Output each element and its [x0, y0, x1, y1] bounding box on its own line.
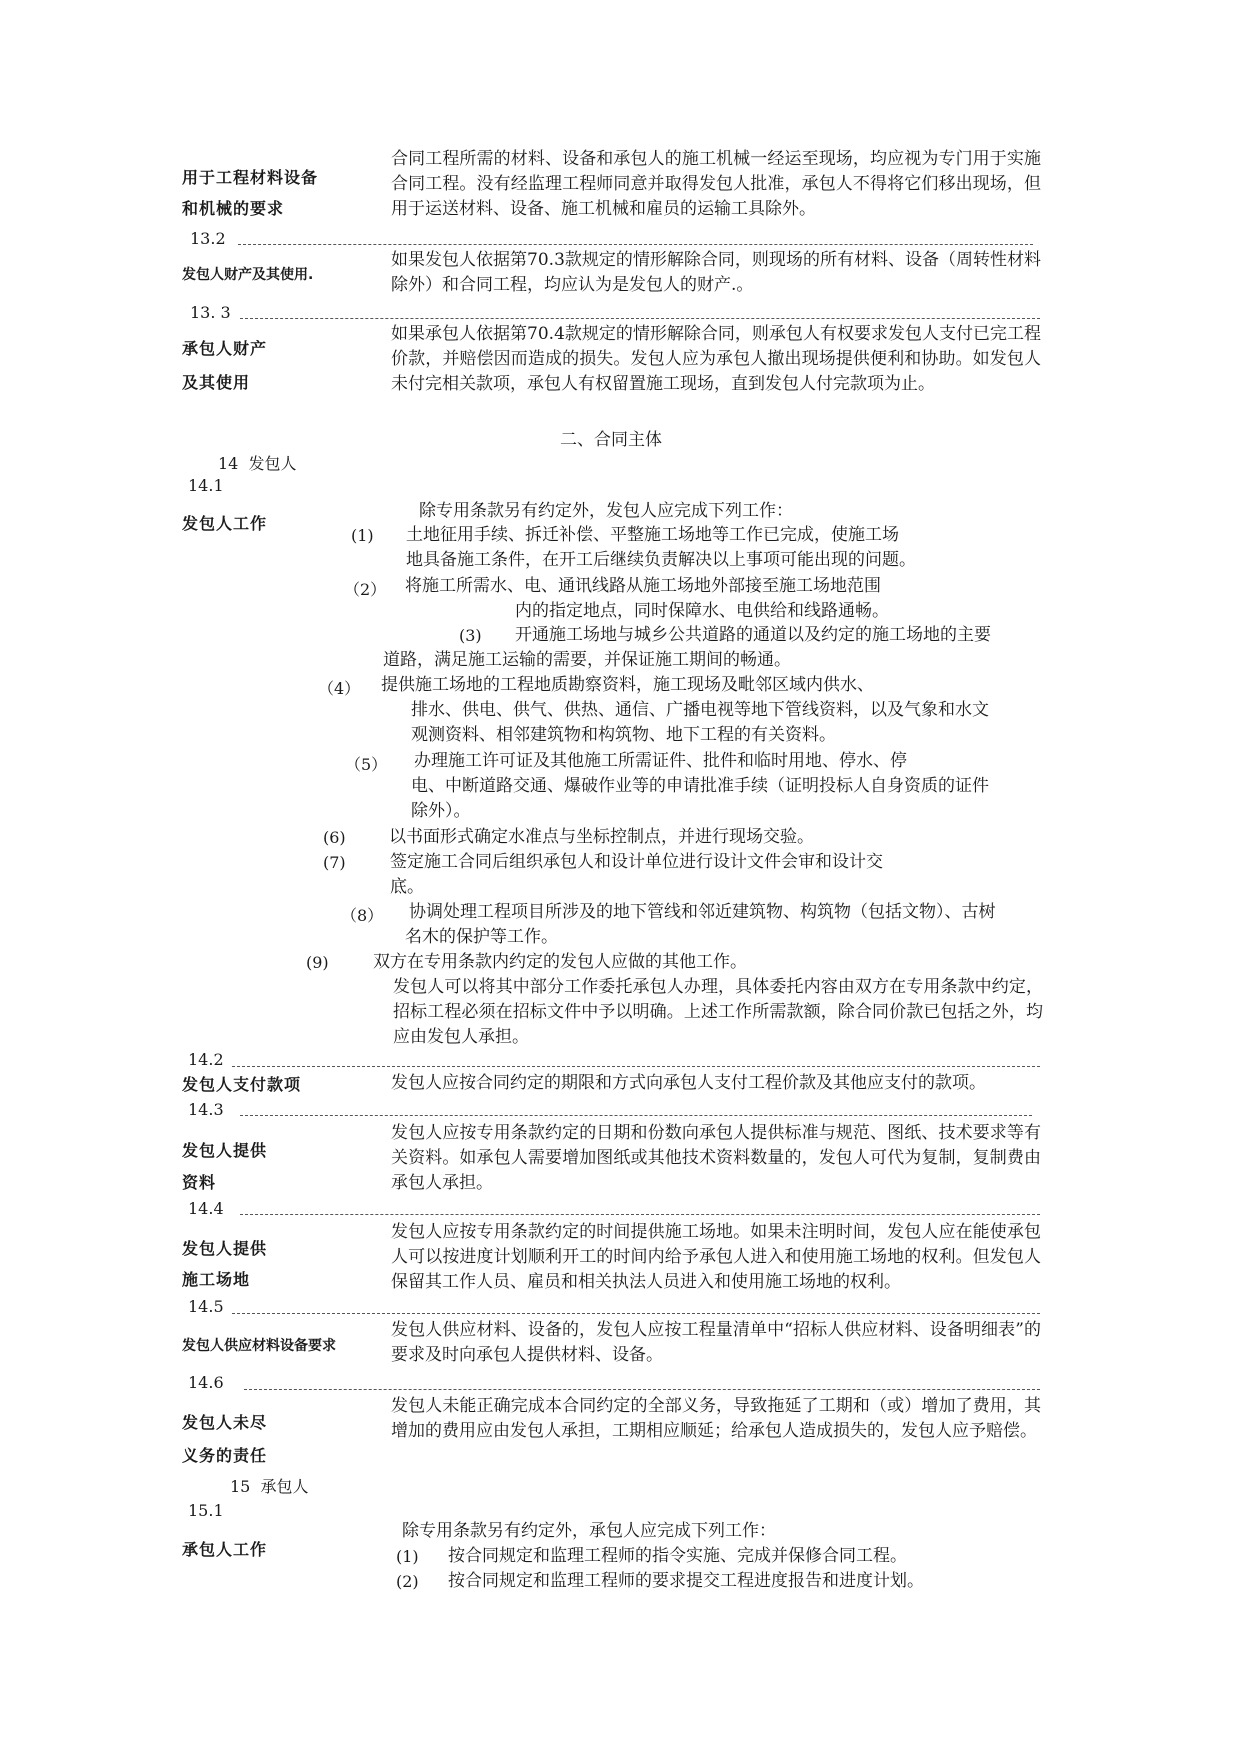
item-number: (1): [351, 526, 374, 545]
item-line: 道路，满足施工运输的需要，并保证施工期间的畅通。: [383, 650, 791, 670]
label-14-1: 发包人工作: [182, 514, 268, 533]
item-number: （8）: [341, 906, 384, 925]
item-number: (1): [396, 1547, 419, 1566]
note-14-1: 发包人可以将其中部分工作委托承包人办理，具体委托内容由双方在专用条款中约定，招标工程必须在招标文件中予以明确。上述工作所需款额，除合同价款已包括之外，均应由发包人承担。: [393, 977, 1043, 1047]
chapter-title-14: 14 发包人: [218, 454, 297, 473]
item-line: 按合同规定和监理工程师的指令实施、完成并保修合同工程。: [448, 1546, 907, 1566]
clause-num-13-3: 13. 3: [190, 303, 231, 322]
label-14-5: 发包人供应材料设备要求: [182, 1338, 336, 1354]
section-heading: 二、合同主体: [560, 430, 662, 450]
label-14-4-line1: 发包人提供: [182, 1239, 268, 1258]
text-14-3: 发包人应按专用条款约定的日期和份数向承包人提供标准与规范、图纸、技术要求等有关资料。如承包人需要增加图纸或其他技术资料数量的，发包人可代为复制，复制费由承包人承担。: [391, 1123, 1041, 1193]
item-number: (9): [306, 953, 329, 972]
item-line: 内的指定地点，同时保障水、电供给和线路通畅。: [515, 601, 889, 621]
clause-num-14-1: 14.1: [188, 476, 224, 495]
text-13-1: 合同工程所需的材料、设备和承包人的施工机械一经运至现场，均应视为专门用于实施合同工程。没有经监理工程师同意并取得发包人批准，承包人不得将它们移出现场，但用于运送材料、设备、施工机械和雇员的运输工具除外。: [391, 149, 1041, 219]
divider: [240, 318, 1040, 319]
clause-num-14-6: 14.6: [188, 1373, 224, 1392]
label-14-4-line2: 施工场地: [182, 1270, 251, 1289]
item-line: 将施工所需水、电、通讯线路从施工场地外部接至施工场地范围: [405, 576, 881, 596]
item-line: 开通施工场地与城乡公共道路的通道以及约定的施工场地的主要: [515, 625, 991, 645]
item-number: (7): [323, 853, 346, 872]
item-number: （4）: [318, 679, 361, 698]
intro-14-1: 除专用条款另有约定外，发包人应完成下列工作：: [419, 501, 793, 521]
divider: [240, 1115, 1032, 1116]
item-line: 双方在专用条款内约定的发包人应做的其他工作。: [373, 952, 747, 972]
label-13-3-line1: 承包人财产: [182, 339, 268, 358]
label-14-6-line2: 义务的责任: [182, 1446, 268, 1465]
divider: [244, 1389, 1040, 1390]
chapter-title-15: 15 承包人: [230, 1477, 309, 1496]
label-13-2: 发包人财产及其使用.: [182, 267, 314, 283]
item-number: (2): [396, 1572, 419, 1591]
divider: [232, 1313, 1040, 1314]
divider: [238, 244, 1033, 245]
item-line: 签定施工合同后组织承包人和设计单位进行设计文件会审和设计交: [390, 852, 883, 872]
label-13-3-line2: 及其使用: [182, 373, 251, 392]
item-line: 地具备施工条件，在开工后继续负责解决以上事项可能出现的问题。: [406, 550, 916, 570]
clause-num-13-2: 13.2: [190, 229, 226, 248]
text-14-6: 发包人未能正确完成本合同约定的全部义务，导致拖延了工期和（或）增加了费用，其增加的费用应由发包人承担，工期相应顺延；给承包人造成损失的，发包人应予赔偿。: [391, 1396, 1041, 1441]
item-line: 提供施工场地的工程地质勘察资料，施工现场及毗邻区域内供水、: [381, 675, 874, 695]
item-line: 除外）。: [411, 801, 471, 821]
divider: [240, 1214, 1040, 1215]
label-14-3-line1: 发包人提供: [182, 1141, 268, 1160]
item-line: 以书面形式确定水准点与坐标控制点，并进行现场交验。: [389, 827, 814, 847]
item-line: 按合同规定和监理工程师的要求提交工程进度报告和进度计划。: [448, 1571, 924, 1591]
item-line: 排水、供电、供气、供热、通信、广播电视等地下管线资料，以及气象和水文: [411, 700, 989, 720]
text-14-4: 发包人应按专用条款约定的时间提供施工场地。如果未注明时间，发包人应在能使承包人可以按进度计划顺利开工的时间内给予承包人进入和使用施工场地的权利。但发包人保留其工作人员、雇员和相关执法人员进入和使用施工场地的权利。: [391, 1222, 1041, 1292]
label-14-6-line1: 发包人未尽: [182, 1413, 268, 1432]
clause-num-14-4: 14.4: [188, 1199, 224, 1218]
item-number: (3): [459, 626, 482, 645]
text-13-2: 如果发包人依据第70.3款规定的情形解除合同，则现场的所有材料、设备（周转性材料除外）和合同工程，均应认为是发包人的财产.。: [391, 250, 1041, 295]
divider: [232, 1066, 1040, 1067]
text-14-5: 发包人供应材料、设备的，发包人应按工程量清单中“招标人供应材料、设备明细表”的要求及时向承包人提供材料、设备。: [391, 1320, 1041, 1365]
item-line: 观测资料、相邻建筑物和构筑物、地下工程的有关资料。: [411, 725, 836, 745]
text-13-3: 如果承包人依据第70.4款规定的情形解除合同，则承包人有权要求发包人支付已完工程价款，并赔偿因而造成的损失。发包人应为承包人撤出现场提供便利和协助。如发包人未付完相关款项，承包人有权留置施工现场，直到发包人付完款项为止。: [391, 324, 1041, 394]
text-14-2: 发包人应按合同约定的期限和方式向承包人支付工程价款及其他应支付的款项。: [391, 1073, 986, 1093]
clause-num-15-1: 15.1: [188, 1501, 224, 1520]
clause-num-14-3: 14.3: [188, 1100, 224, 1119]
item-line: 协调处理工程项目所涉及的地下管线和邻近建筑物、构筑物（包括文物）、古树: [409, 902, 996, 922]
item-line: 底。: [390, 877, 424, 897]
clause-num-14-2: 14.2: [188, 1050, 224, 1069]
item-number: （5）: [345, 755, 388, 774]
item-line: 名木的保护等工作。: [405, 927, 558, 947]
item-line: 电、中断道路交通、爆破作业等的申请批准手续（证明投标人自身资质的证件: [411, 776, 989, 796]
label-14-2: 发包人支付款项: [182, 1075, 302, 1094]
item-number: （2）: [344, 580, 387, 599]
label-15-1: 承包人工作: [182, 1540, 268, 1559]
item-number: (6): [323, 828, 346, 847]
item-line: 土地征用手续、拆迁补偿、平整施工场地等工作已完成，使施工场: [406, 525, 899, 545]
label-13-1-line2: 和机械的要求: [182, 199, 285, 218]
label-13-1-line1: 用于工程材料设备: [182, 168, 319, 187]
label-14-3-line2: 资料: [182, 1173, 217, 1192]
intro-15-1: 除专用条款另有约定外，承包人应完成下列工作：: [402, 1521, 776, 1541]
item-line: 办理施工许可证及其他施工所需证件、批件和临时用地、停水、停: [414, 751, 907, 771]
clause-num-14-5: 14.5: [188, 1297, 224, 1316]
